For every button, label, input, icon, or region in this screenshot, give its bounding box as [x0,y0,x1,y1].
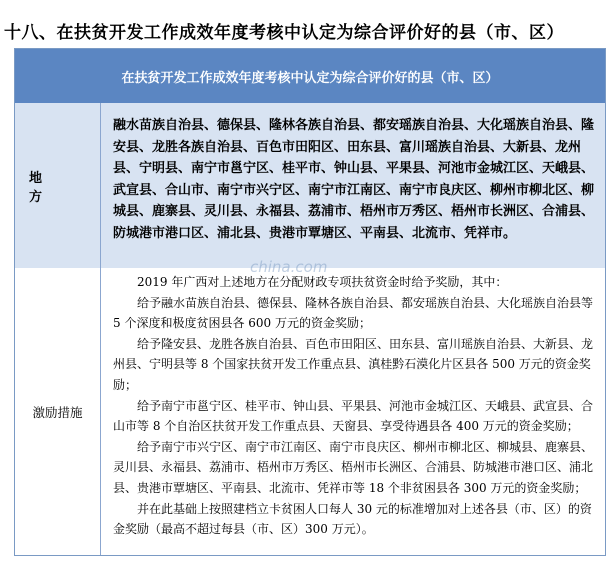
measure-paragraph: 给予南宁市邕宁区、桂平市、钟山县、平果县、河池市金城江区、天峨县、武宣县、合山市等 8 个自治区扶贫开发工作重点县、天窗县、享受待遇县各 400 万元的资金奖励； [113,398,594,434]
region-row [15,103,605,269]
measure-paragraph: 给予融水苗族自治县、德保县、隆林各族自治县、都安瑶族自治县、大化瑶族自治县等 5 个深度和极度贫困县各 600 万元的资金奖励； [113,295,594,331]
measures-label: 激励措施 [15,268,101,555]
section-heading: 十八、在扶贫开发工作成效年度考核中认定为综合评价好的县（市、区） [4,23,564,43]
watermark: china.com [250,258,328,276]
policy-table [14,48,606,556]
region-list: 融水苗族自治县、德保县、隆林各族自治县、都安瑶族自治县、大化瑶族自治县、隆安县、龙胜各族自治县、百色市田阳区、田东县、富川瑶族自治县、大新县、龙州县、宁明县、南宁市邕宁区、桂平市、钟山县、平果县、河池市金城江区、天峨县、武宣县、合山市、南宁市兴宁区、南宁市江南区、南宁市良庆区、柳州市柳北区、柳城县、鹿寨县、灵川县、永福县、荔浦市、梧州市万秀区、梧州市长洲区、合浦县、防城港市港口区、浦北县、贵港市覃塘区、平南县、北流市、凭祥市。 [113,118,595,241]
region-label: 地 方 [15,103,101,268]
measure-paragraph: 给予隆安县、龙胜各族自治县、百色市田阳区、田东县、富川瑶族自治县、大新县、龙州县、宁明县等 8 个国家扶贫开发工作重点县、滇桂黔石漠化片区县各 500 万元的资金奖励； [113,336,594,392]
measure-paragraph: 并在此基础上按照建档立卡贫困人口每人 30 元的标准增加对上述各县（市、区）的资金奖励（最高不超过每县（市、区）300 万元）。 [113,501,592,537]
measure-paragraph: 给予南宁市兴宁区、南宁市江南区、南宁市良庆区、柳州市柳北区、柳城县、鹿寨县、灵川县、永福县、荔浦市、梧州市万秀区、梧州市长洲区、合浦县、防城港市港口区、浦北县、贵港市覃塘区、平南县、北流市、凭祥市等 18 个非贫困县各 300 万元的资金奖励； [113,439,594,495]
measures-row [15,268,605,555]
measure-paragraph: 2019 年广西对上述地方在分配财政专项扶贫资金时给予奖励，其中： [137,275,508,289]
measures-content [113,272,599,540]
table-header: 在扶贫开发工作成效年度考核中认定为综合评价好的县（市、区） [15,49,605,104]
